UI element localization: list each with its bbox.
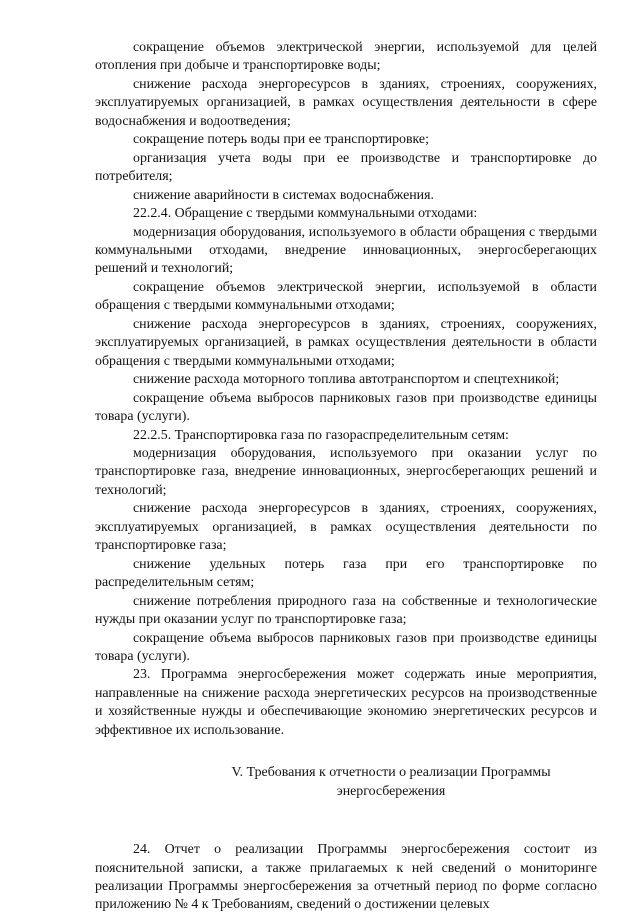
paragraph: сокращение объемов электрической энергии, используемой в области обращения с твердыми коммунальными отходами; [95,279,597,314]
paragraph: сокращение объемов электрической энергии, используемой для целей отопления при добыче и транспортировке воды; [95,40,597,74]
paragraph: снижение аварийности в системах водоснабжения. [133,187,434,203]
paragraph: сокращение объема выбросов парниковых газов при производстве единицы товара (услуги). [95,630,597,664]
paragraph: 23. Программа энергосбережения может содержать иные мероприятия, направленные на снижение расхода энергетических ресурсов на производственные и хозяйственные нужды и обеспечивающие экономию энергетических ресурсов и эффективное их использование. [95,667,597,738]
text-block-top [95,39,597,740]
paragraph: снижение расхода энергоресурсов в зданиях, строениях, сооружениях, эксплуатируемых организацией, в рамках осуществления деятельности по транспортировке газа; [95,501,597,554]
paragraph: снижение потребления природного газа на собственные и технологические нужды при оказании услуг по транспортировке газа; [95,593,597,628]
subsection-title: 22.2.5. Транспортировка газа по газораспределительным сетям: [133,427,509,443]
paragraph: снижение удельных потерь газа при его транспортировке по распределительным сетям; [95,556,597,591]
section-heading [95,764,597,801]
section-heading-line: V. Требования к отчетности о реализации Программы [231,765,551,781]
section-heading-line: энергосбережения [336,783,446,799]
paragraph: модернизация оборудования, используемого при оказании услуг по транспортировке газа, внедрение инновационных, энергосберегающих решений и технологий; [95,445,597,498]
paragraph: модернизация оборудования, используемого в области обращения с твердыми коммунальными отходами, внедрение инновационных, энергосберегающих решений и технологий; [95,224,597,277]
paragraph: снижение расхода моторного топлива автотранспортом и спецтехникой; [133,372,560,388]
paragraph: снижение расхода энергоресурсов в зданиях, строениях, сооружениях, эксплуатируемых организацией, в рамках осуществления деятельности в сфере водоснабжения и водоотведения; [95,76,597,129]
paragraph: снижение расхода энергоресурсов в зданиях, строениях, сооружениях, эксплуатируемых организацией, в рамках осуществления деятельности в области обращения с твердыми коммунальными отходами; [95,316,597,369]
paragraph: сокращение потерь воды при ее транспортировке; [133,132,429,148]
subsection-title: 22.2.4. Обращение с твердыми коммунальными отходами: [133,206,478,222]
paragraph: 24. Отчет о реализации Программы энергосбережения состоит из пояснительной записки, а также прилагаемых к ней сведений о мониторинге реализации Программы энергосбережения за отчетный период по форме согласно приложению № 4 к Требованиям, сведений о достижении целевых [95,842,597,913]
paragraph: организация учета воды при ее производстве и транспортировке до потребителя; [95,150,597,185]
paragraph: сокращение объема выбросов парниковых газов при производстве единицы товара (услуги). [95,390,597,425]
